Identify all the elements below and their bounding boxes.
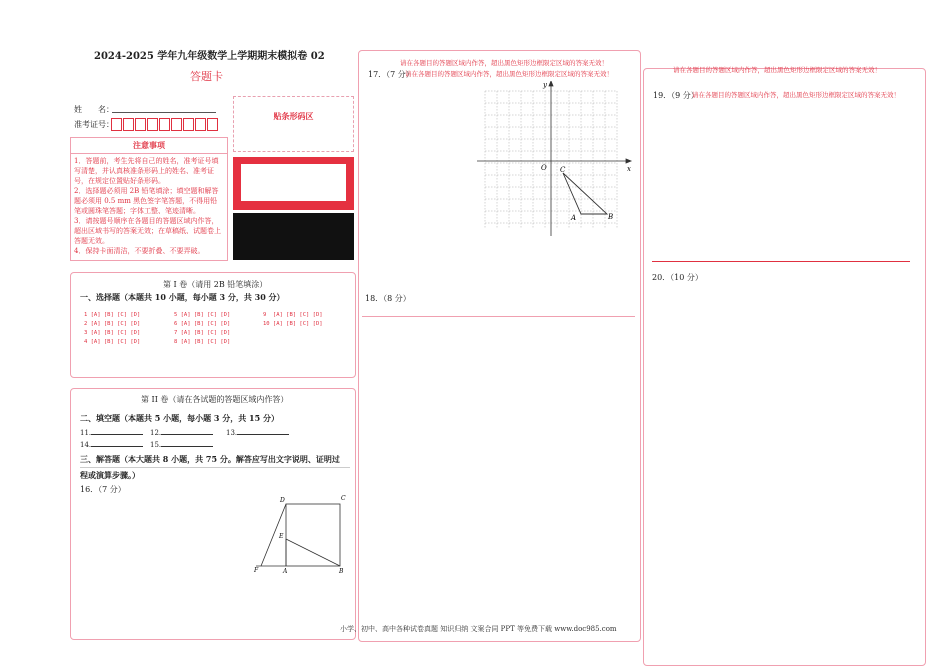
q19-warning: 请在各题目的答题区域内作答，超出黑色矩形边框限定区域的答案无效！ — [673, 66, 881, 74]
q17-label: 17．（7 分） — [368, 70, 414, 79]
id-cell[interactable] — [159, 118, 170, 131]
mcq-row[interactable]: 9 [A] [B] [C] [D] — [263, 312, 323, 318]
notice-item: 3．请按题号顺序在各题目的答题区域内作答，超出区域书写的答案无效；在草稿纸、试题卷上答题无效。 — [74, 217, 221, 245]
mcq-row[interactable]: 4 [A] [B] [C] [D] — [84, 339, 141, 345]
q20-label: 20．（10 分） — [652, 273, 703, 282]
name-label: 姓 名： — [74, 105, 114, 114]
q17-warning: 请在各题目的答题区域内作答，超出黑色矩形边框限定区域的答案无效！ — [400, 59, 608, 67]
q18-separator — [362, 316, 635, 317]
grid-label-y: y — [543, 81, 547, 89]
grid-label-x: x — [627, 165, 631, 173]
barcode-label: 贴条形码区 — [273, 111, 314, 121]
part1-box — [70, 272, 356, 378]
blank-13[interactable] — [237, 434, 289, 435]
fill-section: 二、填空题（本题共 5 小题，每小题 3 分，共 15 分） — [80, 413, 279, 423]
part1-section: 一、选择题（本题共 10 小题，每小题 3 分，共 30 分） — [80, 292, 285, 302]
fig16-label-A: A — [283, 568, 288, 574]
solve-section-line2: 程或演算步骤。） — [80, 470, 140, 480]
q19-warning-overlap: 请在各题目的答题区域内作答，超出黑色矩形边框限定区域的答案无效！ — [692, 91, 900, 99]
fig16-label-E: E — [279, 533, 284, 540]
blank-label: 15. — [150, 441, 162, 449]
exam-title: 2024-2025 学年九年级数学上学期期末模拟卷 02 — [94, 51, 325, 62]
notice-item: 2．选择题必须用 2B 铅笔填涂；填空题和解答题必须用 0.5 mm 黑色签字笔答题，不得用铅笔或圆珠笔答题；字体工整、笔迹清晰。 — [74, 187, 219, 215]
id-cell[interactable] — [207, 118, 218, 131]
q17-18-box — [358, 50, 641, 642]
part1-title: 第 I 卷（请用 2B 铅笔填涂） — [163, 280, 268, 289]
part2-title: 第 II 卷（请在各试题的答题区域内作答） — [141, 395, 289, 404]
id-cell[interactable] — [171, 118, 182, 131]
fig16-label-D: D — [280, 497, 285, 504]
q16-label: 16．（7 分） — [80, 485, 126, 494]
id-field[interactable] — [111, 118, 219, 131]
mcq-row[interactable]: 5 [A] [B] [C] [D] — [174, 312, 231, 318]
mcq-row[interactable]: 10 [A] [B] [C] [D] — [263, 321, 323, 327]
q17-warning-overlap: 请在各题目的答题区域内作答，超出黑色矩形边框限定区域的答案无效！ — [405, 70, 613, 78]
mcq-row[interactable]: 7 [A] [B] [C] [D] — [174, 330, 231, 336]
blank-15[interactable] — [161, 446, 213, 447]
solve-section — [80, 454, 350, 481]
mcq-row[interactable]: 1 [A] [B] [C] [D] — [84, 312, 141, 318]
notice-title: 注意事项 — [71, 138, 227, 154]
mcq-row[interactable]: 6 [A] [B] [C] [D] — [174, 321, 231, 327]
absent-box-black — [233, 213, 354, 260]
q18-label: 18．（8 分） — [365, 294, 411, 303]
solve-section-line1: 三、解答题（本大题共 8 小题，共 75 分。解答应写出文字说明、证明过 — [80, 454, 350, 468]
blank-14[interactable] — [91, 446, 143, 447]
name-field[interactable] — [112, 112, 216, 113]
grid-label-A: A — [571, 214, 577, 222]
id-cell[interactable] — [123, 118, 134, 131]
id-cell[interactable] — [195, 118, 206, 131]
fig16-label-B: B — [339, 568, 344, 574]
q19-20-box — [643, 68, 926, 666]
grid-label-O: O — [541, 164, 547, 172]
notice-box — [70, 137, 228, 261]
id-cell[interactable] — [111, 118, 122, 131]
grid-label-B: B — [608, 213, 614, 221]
notice-item: 4．保持卡面清洁，不要折叠、不要弄破。 — [74, 247, 205, 255]
blank-label: 13. — [226, 429, 238, 437]
id-cell[interactable] — [135, 118, 146, 131]
q19-label: 19．（9 分） — [653, 91, 699, 100]
mcq-row[interactable]: 8 [A] [B] [C] [D] — [174, 339, 231, 345]
blank-11[interactable] — [91, 434, 143, 435]
footer-text: 小学、初中、高中各种试卷真题 知识归纳 文案合同 PPT 等免费下载 www.doc985.com — [340, 625, 617, 633]
barcode-area — [233, 96, 354, 152]
id-cell[interactable] — [183, 118, 194, 131]
mcq-row[interactable]: 3 [A] [B] [C] [D] — [84, 330, 141, 336]
blank-12[interactable] — [161, 434, 213, 435]
blank-label: 12. — [150, 429, 162, 437]
card-subtitle: 答题卡 — [190, 70, 223, 83]
fig16-label-F: F — [254, 567, 259, 574]
mcq-row[interactable]: 2 [A] [B] [C] [D] — [84, 321, 141, 327]
part2-box — [70, 388, 356, 640]
blank-label: 14. — [80, 441, 92, 449]
q16-figure — [251, 492, 351, 574]
blank-label: 11. — [80, 429, 92, 437]
fig16-label-C: C — [341, 495, 346, 502]
id-cell[interactable] — [147, 118, 158, 131]
notice-item: 1．答题前，考生先将自己的姓名，准考证号填写清楚，并认真核准条形码上的姓名、准考证号，在规定位置贴好条形码。 — [74, 157, 219, 185]
q19-separator — [652, 261, 910, 262]
q17-coordinate-grid — [477, 81, 637, 236]
grid-label-C: C — [560, 166, 566, 174]
absent-box-white — [233, 157, 354, 210]
id-label: 准考证号： — [74, 120, 114, 129]
